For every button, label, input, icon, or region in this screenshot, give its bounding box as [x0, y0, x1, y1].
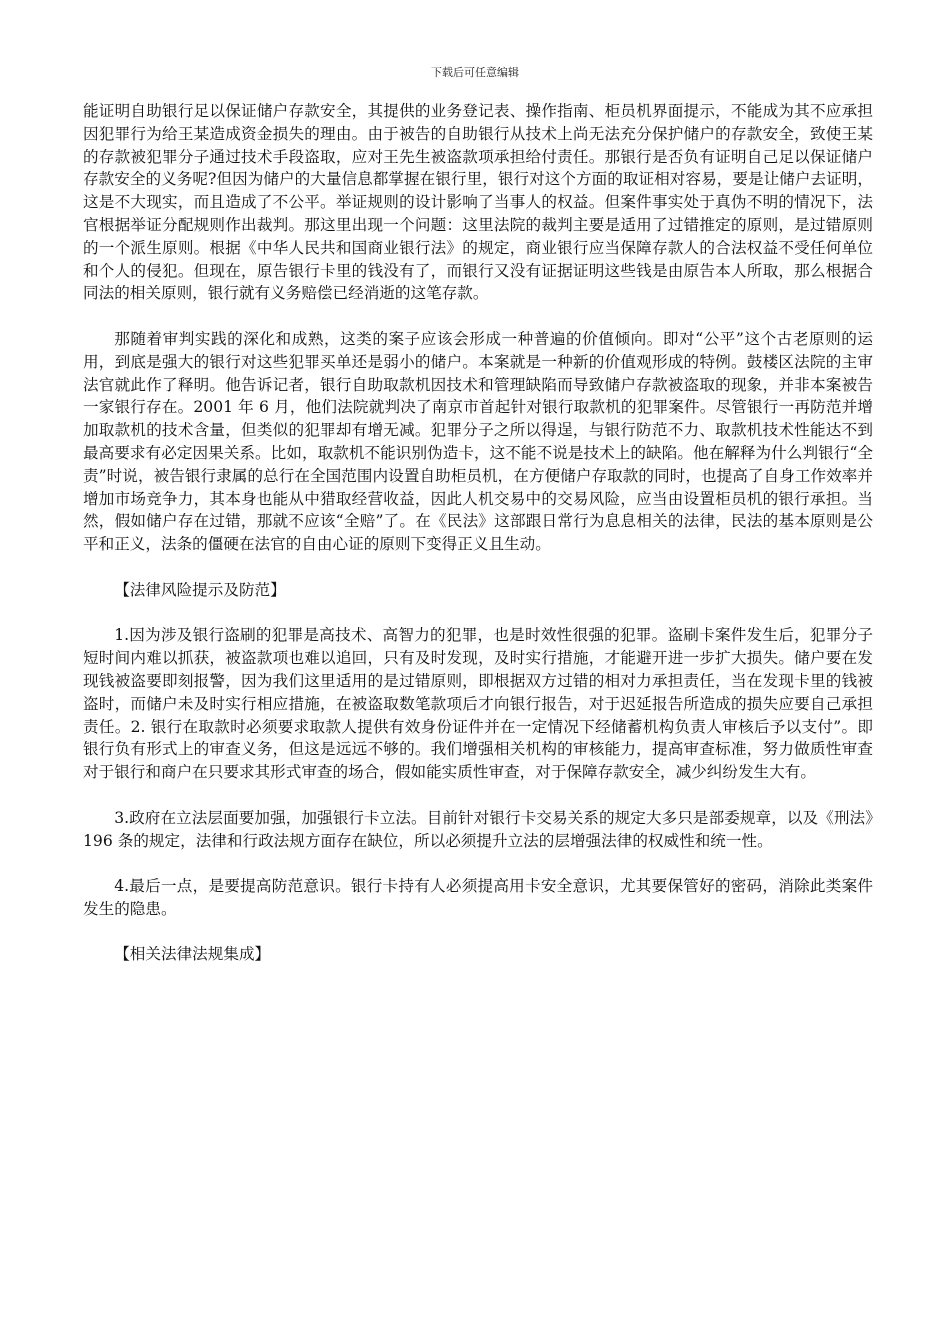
paragraph-value-orientation: 那随着审判实践的深化和成熟，这类的案子应该会形成一种普遍的价值倾向。即对“公平”这个古老原则的运用，到底是强大的银行对这些犯罪买单还是弱小的储户。本案就是一种新的价值观形成的特例。鼓楼区法院的主审法官就此作了释明。他告诉记者，银行自助取款机因技术和管理缺陷而导致储户存款被盗取的现象，并非本案被告一家银行存在。2001 年 6 月，他们法院就判决了南京市首起针对银行取款机的犯罪案件。尽管银行一再防范并增加取款机的技术含量，但类似的犯罪却有增无减。犯罪分子之所以得逞，与银行防范不力、取款机技术性能达不到最高要求有必定因果关系。比如，取款机不能识别伪造卡，这不能不说是技术上的缺陷。他在解释为什么判银行“全责”时说，被告银行隶属的总行在全国范围内设置自助柜员机，在方便储户存取款的同时，也提高了自身工作效率并增加市场竞争力，其本身也能从中猎取经营收益，因此人机交易中的交易风险，应当由设置柜员机的银行承担。当然，假如储户存在过错，那就不应该“全赔”了。在《民法》这部跟日常行为息息相关的法律，民法的基本原则是公平和正义，法条的僵硬在法官的自由心证的原则下变得正义且生动。	[83, 329, 873, 554]
paragraph-continuation: 能证明自助银行足以保证储户存款安全，其提供的业务登记表、操作指南、柜员机界面提示，不能成为其不应承担因犯罪行为给王某造成资金损失的理由。由于被告的自助银行从技术上尚无法充分保护储户的存款安全，致使王某的存款被犯罪分子通过技术手段盗取，应对王先生被盗款项承担给付责任。那银行是否负有证明自己足以保证储户存款安全的义务呢?但因为储户的大量信息都掌握在银行里，银行对这个方面的取证相对容易，要是让储户去证明，这是不大现实，而且造成了不公平。举证规则的设计影响了当事人的权益。但案件事实处于真伪不明的情况下，法官根据举证分配规则作出裁判。那这里出现一个问题：这里法院的裁判主要是适用了过错推定的原则，是过错原则的一个派生原则。根据《中华人民共和国商业银行法》的规定，商业银行应当保障存款人的合法权益不受任何单位和个人的侵犯。但现在，原告银行卡里的钱没有了，而银行又没有证据证明这些钱是由原告本人所取，那么根据合同法的相关原则，银行就有义务赔偿已经消逝的这笔存款。	[83, 102, 873, 303]
section-heading-risk-prevention: 【法律风险提示及防范】	[114, 580, 286, 599]
paragraph-point-1-2: 1.因为涉及银行盗刷的犯罪是高技术、高智力的犯罪，也是时效性很强的犯罪。盗刷卡案件发生后，犯罪分子短时间内难以抓获，被盗款项也难以追回，只有及时发现，及时实行措施，才能避开进一步扩大损失。储户要在发现钱被盗要即刻报警，因为我们这里适用的是过错原则，即根据双方过错的相对力承担责任，当在发现卡里的钱被盗时，而储户未及时实行相应措施，在被盗取数笔款项后才向银行报告，对于迟延报告所造成的损失应要自己承担责任。2. 银行在取款时必须要求取款人提供有效身份证件并在一定情况下经储蓄机构负责人审核后予以支付”。即银行负有形式上的审查义务，但这是远远不够的。我们增强相关机构的审核能力，提高审查标准，努力做质性审查对于银行和商户在只要求其形式审查的场合，假如能实质性审查，对于保障存款安全，减少纠纷发生大有。	[83, 626, 873, 782]
document-body	[83, 100, 873, 989]
paragraph-point-4: 4.最后一点，是要提高防范意识。银行卡持有人必须提高用卡安全意识，尤其要保管好的密码，消除此类案件发生的隐患。	[83, 877, 873, 918]
section-heading-related-laws: 【相关法律法规集成】	[114, 945, 271, 964]
paragraph-point-3: 3.政府在立法层面要加强，加强银行卡立法。目前针对银行卡交易关系的规定大多只是部委规章，以及《刑法》196 条的规定，法律和行政法规方面存在缺位，所以必须提升立法的层增强法律的权威性和统一性。	[83, 808, 873, 850]
page-header: 下载后可任意编辑	[431, 66, 519, 79]
